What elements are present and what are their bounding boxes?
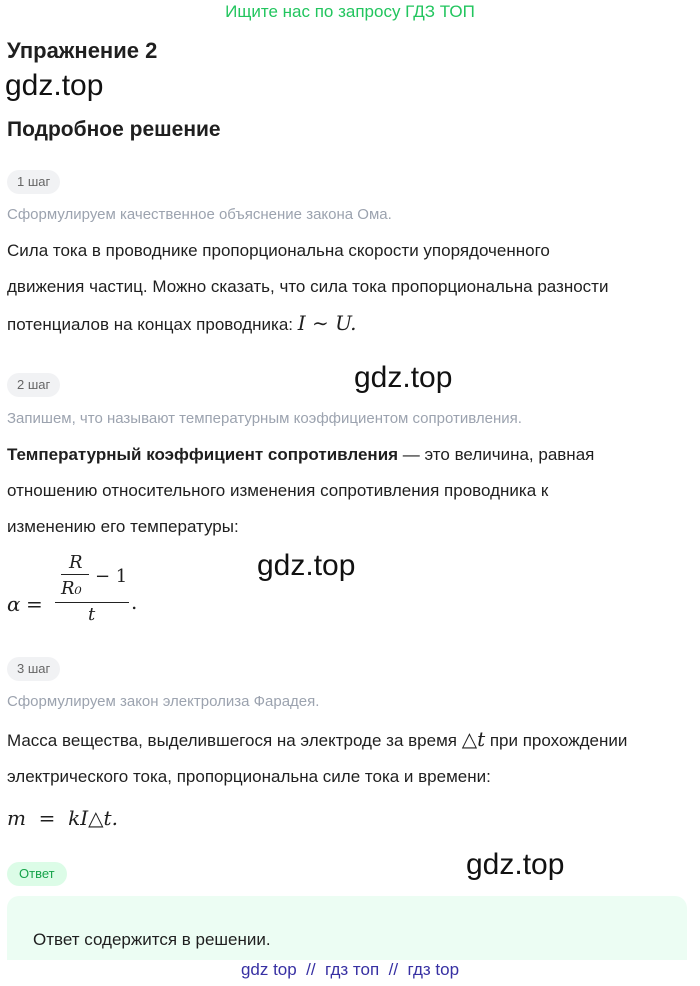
text-line: отношению относительного изменения сопротивления проводника к [7, 481, 549, 500]
watermark: gdz.top [257, 549, 356, 582]
text-line: Сила тока в проводнике пропорциональна скорости упорядоченного [7, 241, 550, 260]
text-line [7, 305, 608, 343]
step-badge: 3 шаг [7, 657, 60, 681]
step-badge: 2 шаг [7, 373, 60, 397]
step-body [7, 721, 627, 795]
answer-text: Ответ содержится в решении. [33, 930, 271, 949]
step-caption: Сформулируем качественное объяснение закона Ома. [7, 206, 392, 223]
formula-lhs: α [7, 592, 21, 616]
faraday-formula [7, 806, 118, 830]
ohm-proportion-formula: I ∼ U. [297, 311, 357, 335]
step-caption: Запишем, что называют температурным коэффициентом сопротивления. [7, 410, 522, 427]
step-body [7, 233, 608, 343]
formula-equals: = [26, 592, 43, 616]
text-line-part: при прохождении [485, 731, 628, 750]
text-line: изменению его температуры: [7, 517, 239, 536]
footer: gdz top // гдз топ // гдз top [240, 960, 460, 979]
answer-box [7, 896, 687, 960]
bold-term: Температурный коэффициент сопротивления [7, 445, 399, 464]
formula-end: . [131, 590, 138, 614]
formula-numerator-bottom: R₀ [61, 578, 82, 599]
text-line [7, 437, 594, 473]
watermark: gdz.top [354, 361, 453, 394]
step-badge: 1 шаг [7, 170, 60, 194]
text-line: движения частиц. Можно сказать, что сила тока пропорциональна разности [7, 277, 609, 296]
formula-numerator-top: R [69, 552, 83, 573]
promo-banner: Ищите нас по запросу ГДЗ ТОП [225, 2, 475, 21]
exercise-title: Упражнение 2 [7, 38, 158, 63]
text-line-part: — это величина, равная [398, 445, 595, 464]
step-body [7, 437, 594, 545]
text-line-part: потенциалов на концах проводника: [7, 315, 294, 334]
text-line: электрического тока, пропорциональна силе тока и времени: [7, 767, 491, 786]
section-title: Подробное решение [7, 118, 221, 141]
watermark: gdz.top [466, 848, 565, 881]
fraction-bar [55, 602, 129, 603]
watermark: gdz.top [5, 69, 104, 102]
fraction-bar [61, 574, 89, 575]
formula-minus-one: − 1 [95, 566, 128, 587]
faraday-formula-text: m = kI△t. [7, 806, 118, 830]
delta-t-formula: △t [461, 727, 486, 751]
text-line [7, 721, 627, 759]
text-line-part: Масса вещества, выделившегося на электроде за время [7, 731, 462, 750]
formula-denominator: t [88, 604, 96, 625]
step-caption: Сформулируем закон электролиза Фарадея. [7, 693, 320, 710]
answer-badge: Ответ [7, 862, 67, 886]
